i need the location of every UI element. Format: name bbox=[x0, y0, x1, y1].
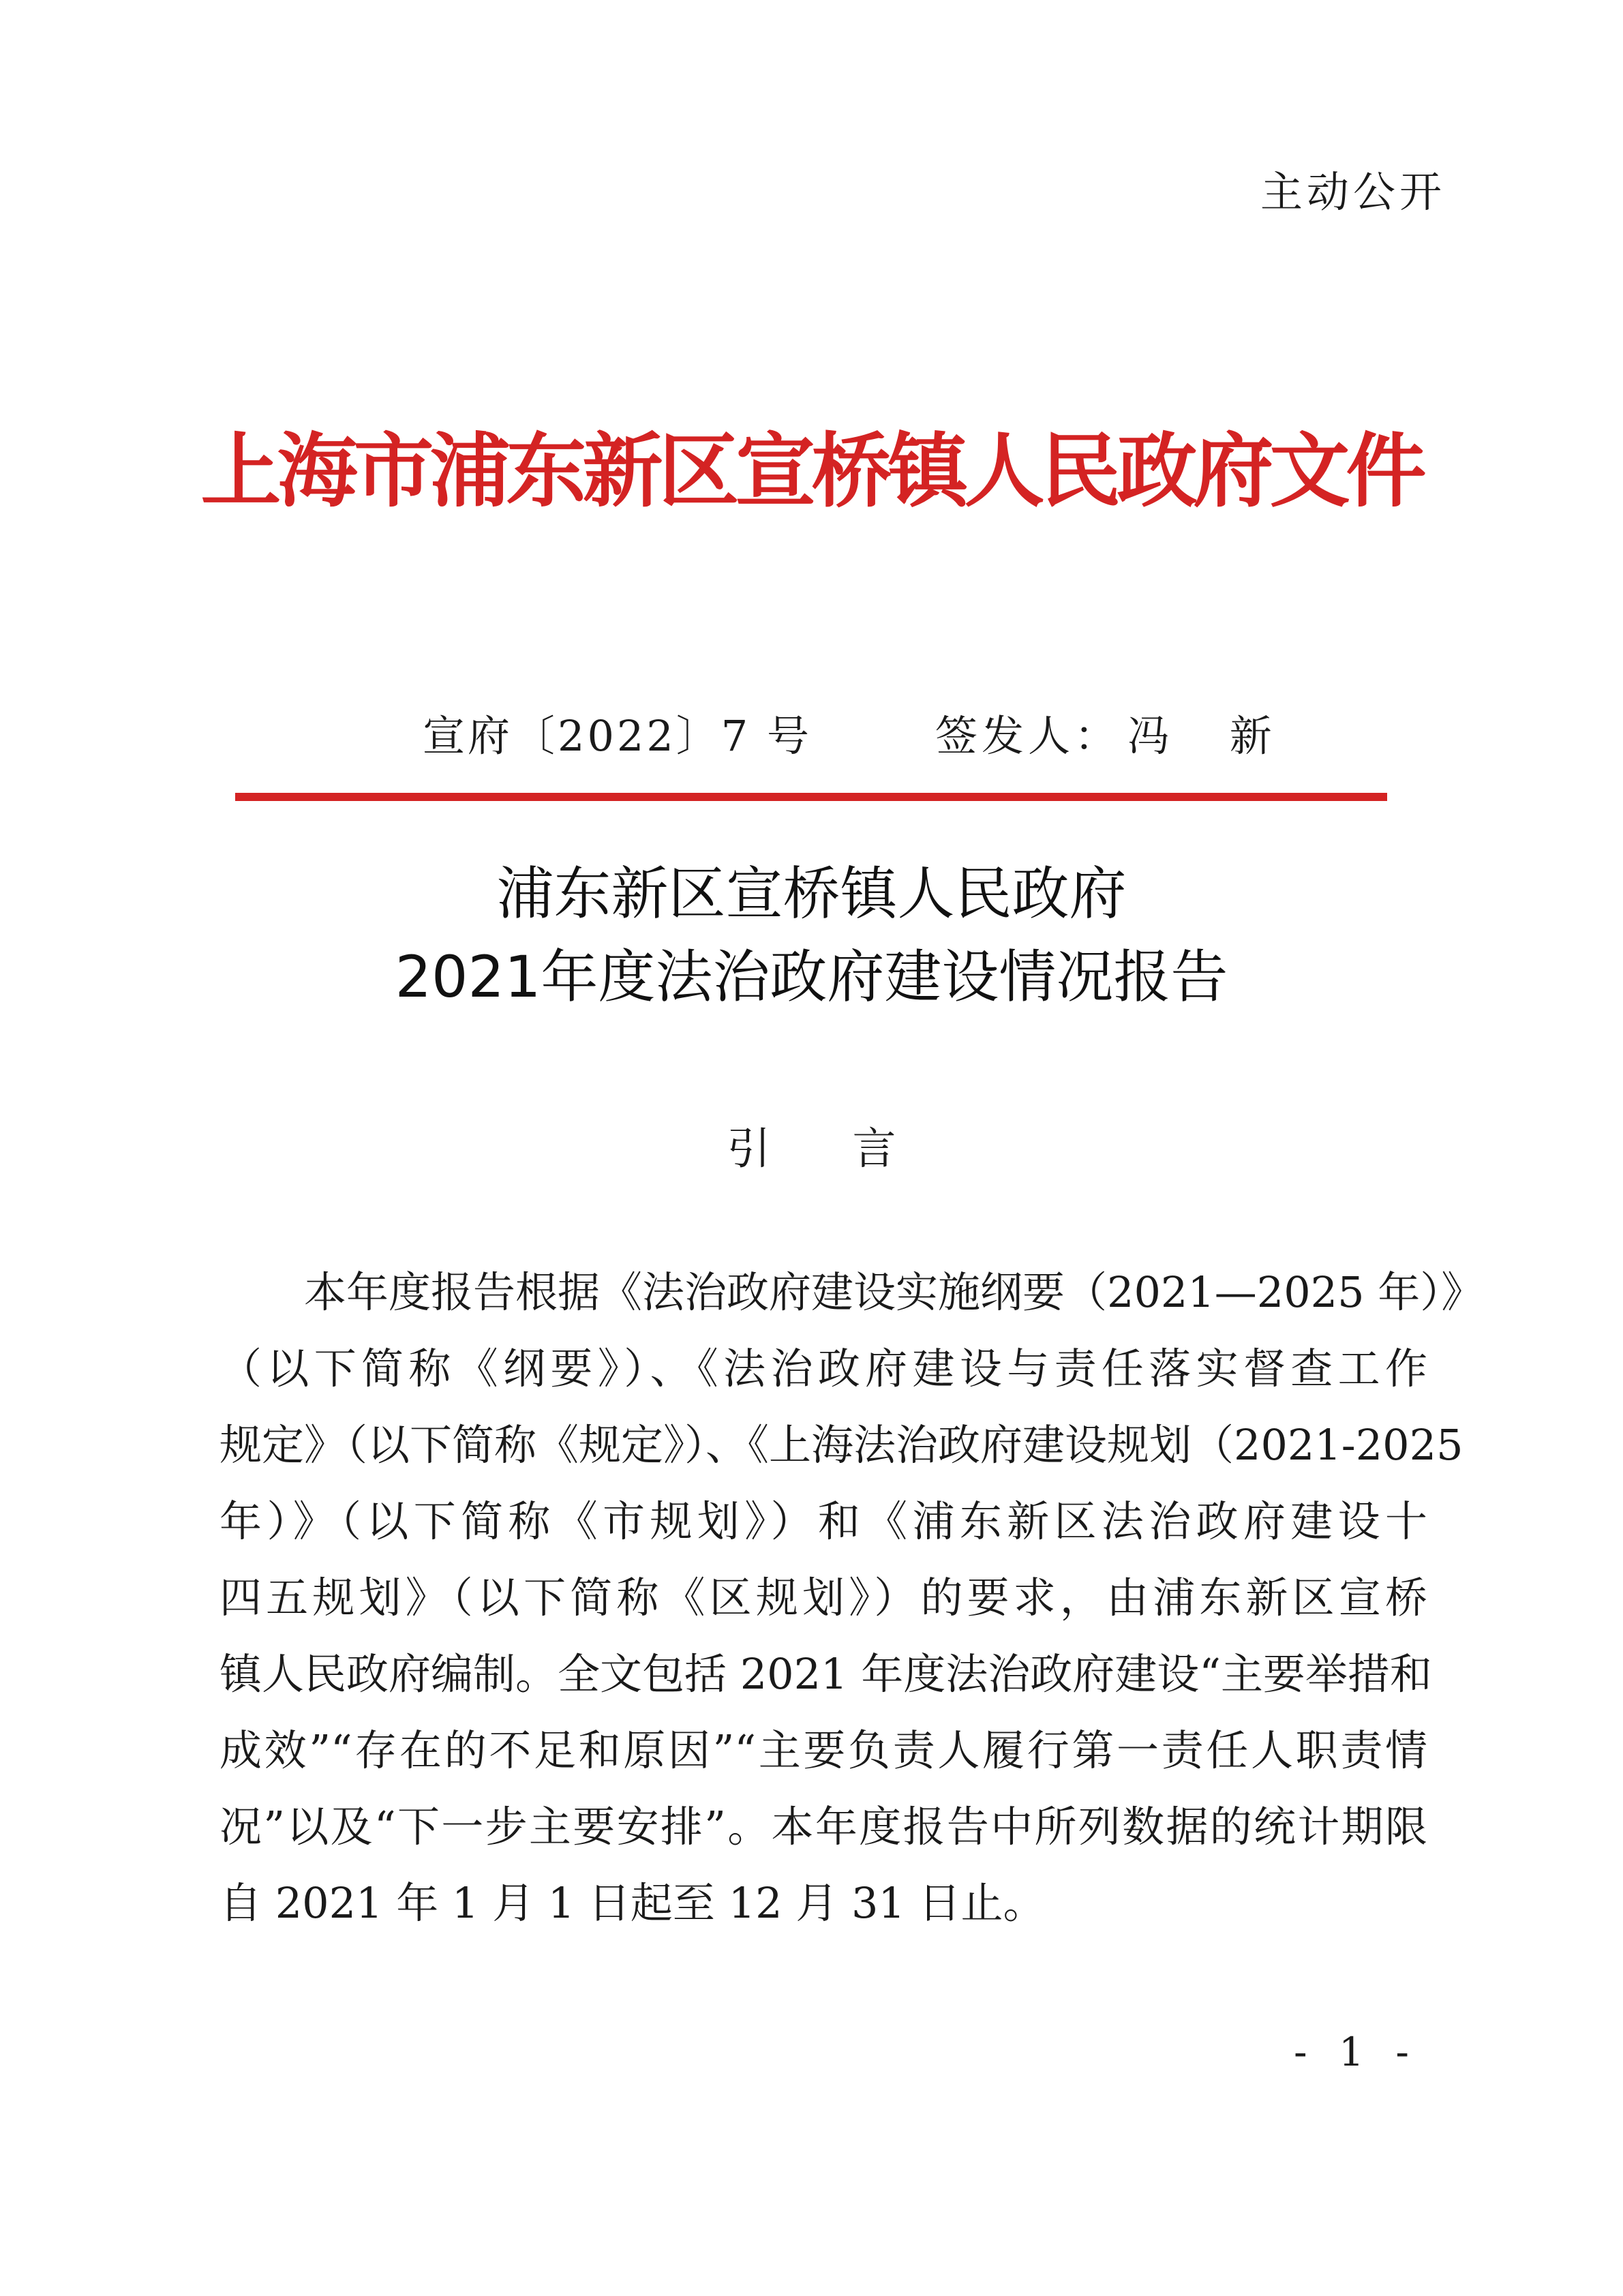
title-line-1: 浦东新区宣桥镇人民政府 bbox=[496, 860, 1127, 927]
issuer-name: 冯 新 bbox=[1127, 711, 1295, 761]
page-number: - 1 - bbox=[1294, 2029, 1419, 2075]
paragraph-line: 四五规划》（以下简称《区规划》）的要求，由浦东新区宣桥 bbox=[219, 1573, 1427, 1622]
issuer-label: 签发人： bbox=[935, 711, 1121, 761]
paragraph-line: 成效”“存在的不足和原因”“主要负责人履行第一责任人职责情 bbox=[219, 1725, 1427, 1775]
paragraph-line: 规定》（以下简称《规定》）、《上海法治政府建设规划（2021-2025 bbox=[219, 1420, 1463, 1470]
document-masthead: 上海市浦东新区宣桥镇人民政府文件 bbox=[200, 423, 1423, 518]
paragraph-line: 本年度报告根据《法治政府建设实施纲要（2021—2025 年）》 bbox=[304, 1267, 1484, 1317]
paragraph-line: 年）》（以下简称《市规划》）和《浦东新区法治政府建设十 bbox=[219, 1496, 1427, 1546]
issuer bbox=[935, 702, 1295, 763]
paragraph-line: 镇人民政府编制。全文包括 2021 年度法治政府建设“主要举措和 bbox=[219, 1649, 1432, 1699]
disclosure-label: 主动公开 bbox=[1260, 167, 1446, 217]
paragraph-line: （以下简称《纲要》）、《法治政府建设与责任落实督查工作 bbox=[219, 1344, 1427, 1393]
title-line-2: 2021年度法治政府建设情况报告 bbox=[395, 943, 1228, 1010]
red-divider-rule bbox=[235, 793, 1387, 801]
document-number: 宣府〔2022〕7 号 bbox=[423, 711, 812, 761]
paragraph-line: 自 2021 年 1 月 1 日起至 12 月 31 日止。 bbox=[219, 1878, 1046, 1928]
section-heading: 引言 bbox=[727, 1124, 978, 1175]
paragraph-line: 况”以及“下一步主要安排”。本年度报告中所列数据的统计期限 bbox=[219, 1802, 1427, 1852]
document-title bbox=[0, 852, 1623, 1018]
body-paragraph bbox=[219, 1254, 1484, 1942]
